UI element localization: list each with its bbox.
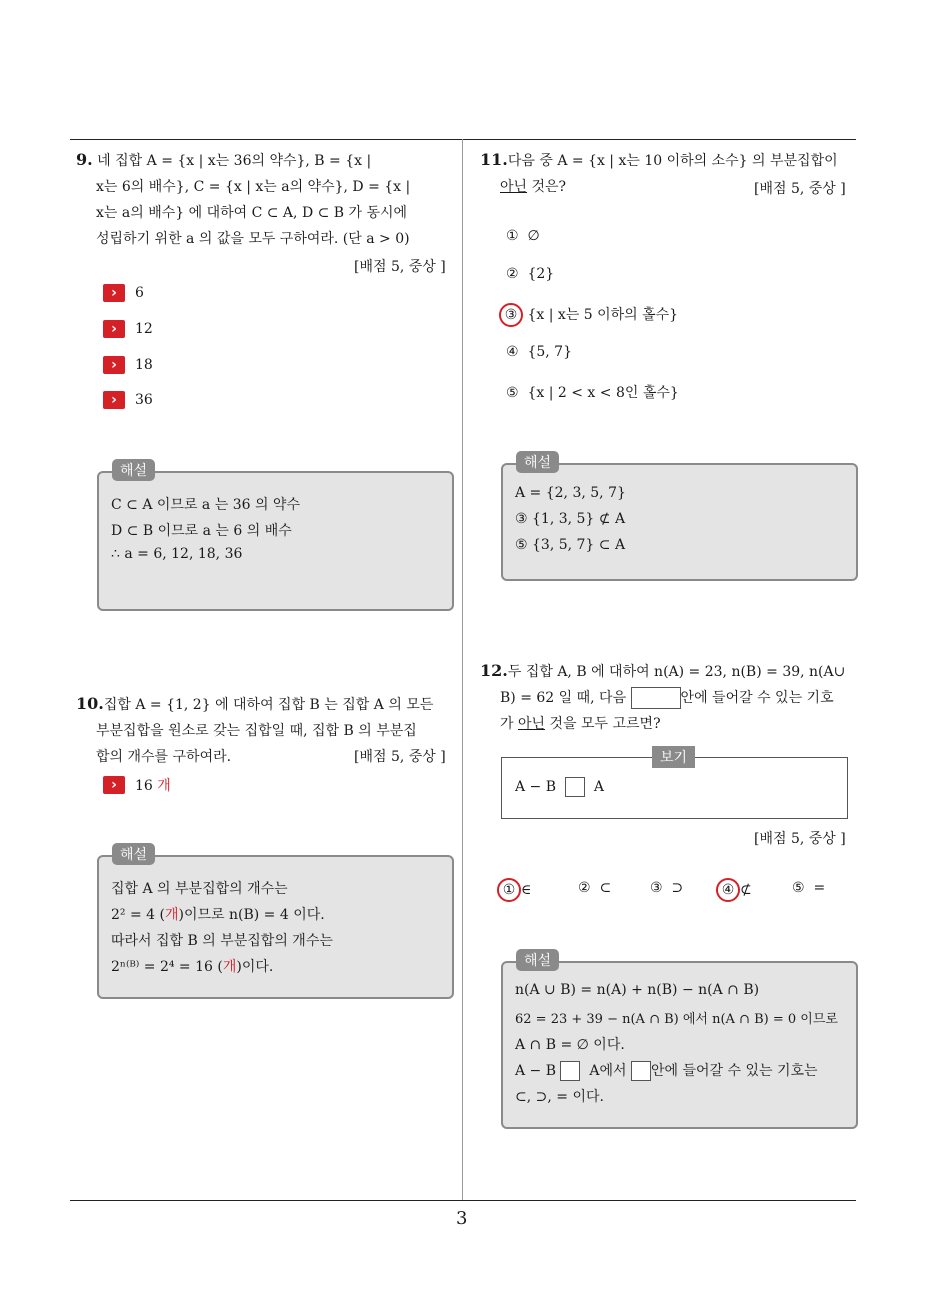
blank-box — [631, 1061, 651, 1081]
blank-box — [631, 687, 681, 709]
choice-number: ④ — [506, 344, 519, 360]
choice-number: ⑤ — [792, 880, 805, 896]
solution-line: C ⊂ A 이므로 a 는 36 의 약수 — [111, 497, 300, 513]
choice-text: = — [813, 880, 826, 896]
solution-line — [111, 956, 273, 976]
question-12 — [480, 658, 864, 737]
choice-1[interactable] — [501, 878, 531, 902]
chevron-right-icon: › — [103, 356, 125, 374]
unit-text: 개 — [222, 959, 237, 975]
choice-text: ⊃ — [671, 880, 684, 896]
choice-text: {x | 2 < x < 8인 홀수} — [527, 385, 679, 401]
answer-value: 6 — [135, 285, 144, 301]
question-text-line: x는 6의 배수}, C = {x | x는 a의 약수}, D = {x | — [96, 179, 411, 195]
blank-box — [565, 777, 585, 797]
answer-circle-mark — [716, 878, 740, 902]
solution-text: 2ⁿ⁽ᴮ⁾ = 2⁴ = 16 ( — [111, 959, 223, 975]
answer-value: 12 — [135, 321, 153, 337]
choice-text: ∅ — [527, 228, 540, 244]
choice-text: ⊄ — [740, 882, 752, 898]
question-text-line: 부분집합을 원소로 갖는 집합일 때, 집합 B 의 부분집 — [96, 723, 417, 739]
choice-number: ④ — [721, 882, 735, 898]
unit-text: 개 — [164, 907, 179, 923]
question-text-line: 가 — [500, 716, 518, 732]
solution-tag: 해설 — [516, 451, 559, 473]
solution-text: )이므로 n(B) = 4 이다. — [178, 907, 325, 923]
solution-line — [515, 1060, 818, 1081]
answer-item — [103, 320, 153, 338]
bogi-tag: 보기 — [652, 746, 695, 768]
question-text-line: 두 집합 A, B 에 대하여 n(A) = 23, n(B) = 39, n(A∪ — [507, 664, 846, 680]
solution-text: A − B — [515, 1063, 557, 1079]
choice-4[interactable] — [720, 878, 752, 902]
question-9 — [76, 147, 456, 252]
bogi-expression — [515, 777, 604, 797]
bogi-text: A − B — [515, 779, 557, 795]
chevron-right-icon: › — [103, 776, 125, 794]
choice-number: ② — [506, 266, 519, 282]
score-meta: [배점 5, 중상 ] — [354, 749, 446, 765]
question-text-line: 집합 A = {1, 2} 에 대하여 집합 B 는 집합 A 의 모든 — [103, 697, 434, 713]
choice-3[interactable] — [503, 303, 678, 327]
choice-text: {x | x는 5 이하의 홀수} — [527, 307, 679, 323]
answer-item — [103, 775, 171, 795]
page-number: 3 — [456, 1208, 468, 1229]
solution-line: A ∩ B = ∅ 이다. — [515, 1037, 625, 1053]
solution-text: 2² = 4 ( — [111, 907, 165, 923]
chevron-right-icon: › — [103, 391, 125, 409]
choice-number: ③ — [504, 307, 518, 323]
choice-text: {5, 7} — [527, 344, 572, 360]
choice-2[interactable] — [506, 266, 554, 282]
solution-text: )이다. — [236, 959, 274, 975]
question-text-line: 합의 개수를 구하여라. — [96, 749, 232, 765]
underlined-word: 아닌 — [500, 179, 528, 195]
solution-tag: 해설 — [112, 459, 155, 481]
score-meta: [배점 5, 중상 ] — [354, 259, 446, 275]
choice-5[interactable] — [792, 880, 825, 896]
choice-number: ① — [502, 882, 516, 898]
bogi-text: A — [593, 779, 604, 795]
score-meta: [배점 5, 중상 ] — [754, 831, 846, 847]
answer-item — [103, 356, 153, 374]
question-number: 9. — [76, 150, 93, 169]
answer-value: 36 — [135, 392, 153, 408]
score-meta: [배점 5, 중상 ] — [754, 181, 846, 197]
solution-line: D ⊂ B 이므로 a 는 6 의 배수 — [111, 523, 292, 539]
solution-text: 안에 들어갈 수 있는 기호는 — [651, 1063, 818, 1079]
solution-box — [97, 471, 454, 611]
solution-tag: 해설 — [112, 843, 155, 865]
top-rule — [70, 139, 856, 140]
solution-line: ⊂, ⊃, = 이다. — [515, 1089, 604, 1105]
column-divider — [462, 139, 463, 1201]
question-text-line: 성립하기 위한 a 의 값을 모두 구하여라. (단 a > 0) — [96, 231, 410, 247]
blank-box — [560, 1061, 580, 1081]
chevron-right-icon: › — [103, 320, 125, 338]
answer-value: 18 — [135, 357, 153, 373]
solution-line: 집합 A 의 부분집합의 개수는 — [111, 881, 288, 897]
question-text-line: 것을 모두 고르면? — [545, 716, 661, 732]
chevron-right-icon: › — [103, 284, 125, 302]
choice-text: ⊂ — [599, 880, 612, 896]
question-text-line: x는 a의 배수} 에 대하여 C ⊂ A, D ⊂ B 가 동시에 — [96, 205, 408, 221]
solution-tag: 해설 — [516, 949, 559, 971]
choice-2[interactable] — [578, 880, 611, 896]
question-text-line: 것은? — [527, 179, 567, 195]
solution-line: 따라서 집합 B 의 부분집합의 개수는 — [111, 933, 333, 949]
choice-text: {2} — [527, 266, 555, 282]
solution-line: ∴ a = 6, 12, 18, 36 — [111, 546, 243, 562]
solution-line: n(A ∪ B) = n(A) + n(B) − n(A ∩ B) — [515, 982, 760, 998]
underlined-word: 아닌 — [517, 716, 546, 732]
solution-line: 62 = 23 + 39 − n(A ∩ B) 에서 n(A ∩ B) = 0 이므로 — [515, 1012, 838, 1027]
question-number: 11. — [480, 150, 508, 169]
question-number: 10. — [76, 694, 104, 713]
question-text-line: 다음 중 A = {x | x는 10 이하의 소수} 의 부분집합이 — [507, 153, 838, 169]
question-number: 12. — [480, 661, 508, 680]
answer-value: 16 — [135, 778, 153, 794]
choice-text: ∈ — [521, 882, 532, 898]
choice-number: ① — [506, 228, 519, 244]
answer-item — [103, 391, 153, 409]
question-text-line: 안에 들어갈 수 있는 기호 — [680, 690, 834, 706]
question-text-line: 네 집합 A = {x | x는 36의 약수}, B = {x | — [97, 153, 372, 169]
answer-circle-mark — [499, 303, 523, 327]
solution-line: ⑤ {3, 5, 7} ⊂ A — [515, 537, 626, 553]
answer-circle-mark — [497, 878, 521, 902]
choice-5[interactable] — [506, 382, 679, 402]
answer-unit: 개 — [157, 778, 171, 794]
solution-line: A = {2, 3, 5, 7} — [515, 485, 626, 501]
choice-number: ② — [578, 880, 591, 896]
question-text-line: B) = 62 일 때, 다음 — [500, 690, 627, 706]
choice-number: ③ — [650, 880, 663, 896]
choice-number: ⑤ — [506, 385, 519, 401]
choice-4[interactable] — [506, 344, 572, 360]
solution-box — [97, 855, 454, 999]
choice-3[interactable] — [650, 880, 683, 896]
choice-1[interactable] — [506, 228, 540, 244]
solution-text: A에서 — [589, 1063, 627, 1079]
solution-line — [111, 904, 325, 924]
bottom-rule — [70, 1200, 856, 1201]
answer-item — [103, 284, 144, 302]
solution-line: ③ {1, 3, 5} ⊄ A — [515, 511, 626, 527]
